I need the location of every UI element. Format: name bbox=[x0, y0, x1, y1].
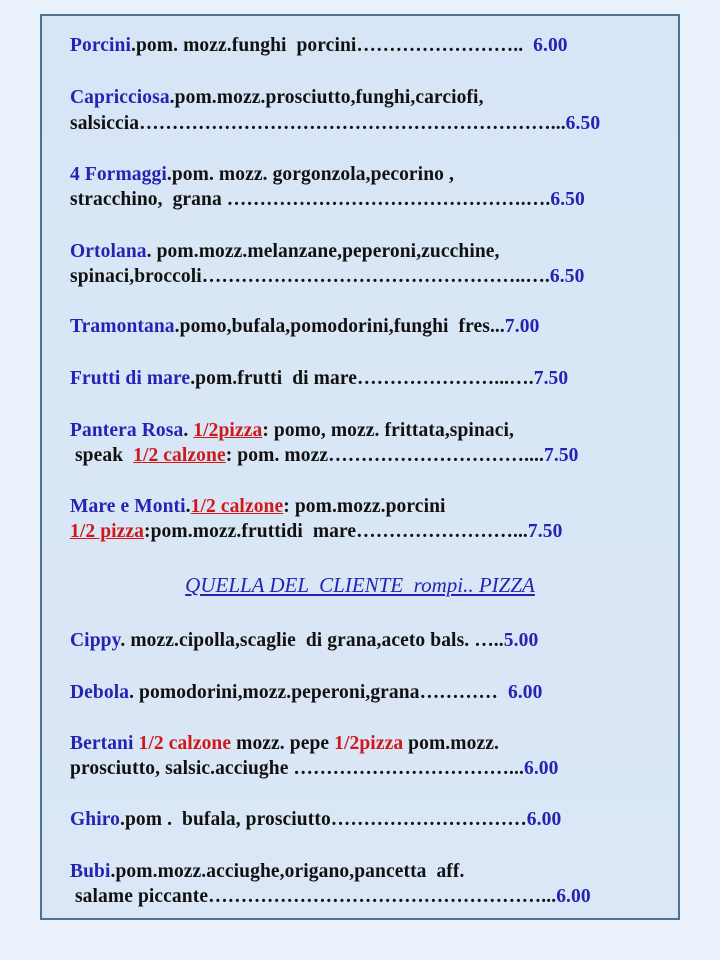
menu-text: .pom.mozz.prosciutto,funghi,carciofi, bbox=[169, 87, 484, 108]
item-price: 6.50 bbox=[565, 113, 601, 134]
menu-line-bertani-2 bbox=[70, 757, 559, 781]
menu-text: salsiccia………………………………………………………... bbox=[70, 113, 566, 134]
menu-line-frutti-di-mare bbox=[70, 367, 568, 391]
item-name: Cippy bbox=[70, 630, 121, 651]
item-price: 6.00 bbox=[523, 758, 559, 779]
item-price: 6.00 bbox=[526, 809, 562, 830]
portion-label: 1/2 calzone bbox=[138, 733, 232, 754]
item-name: Capricciosa bbox=[70, 87, 170, 108]
item-price: 7.50 bbox=[527, 521, 563, 542]
menu-text: .pom. mozz. gorgonzola,pecorino , bbox=[166, 164, 454, 185]
menu-text: . bbox=[183, 420, 194, 441]
menu-text: . pomodorini,mozz.peperoni,grana………… bbox=[129, 682, 508, 703]
item-price: 6.00 bbox=[507, 682, 543, 703]
menu-line-pantera-rosa-2 bbox=[70, 444, 579, 468]
item-name: Mare e Monti bbox=[70, 496, 186, 517]
menu-text: prosciutto, salsic.acciughe ……………………………... bbox=[70, 758, 524, 779]
item-name: Bubi bbox=[70, 861, 111, 882]
menu-line-4-formaggi-1 bbox=[70, 163, 454, 187]
menu-text: : pom.mozz.porcini bbox=[283, 496, 446, 517]
item-price: 7.50 bbox=[544, 445, 579, 466]
item-name: Pantera Rosa bbox=[70, 420, 184, 441]
portion-label: 1/2 pizza bbox=[70, 521, 145, 542]
item-price: 6.00 bbox=[556, 886, 591, 907]
menu-text: : pomo, mozz. frittata,spinaci, bbox=[262, 420, 514, 441]
menu-line-bubi-1 bbox=[70, 860, 464, 884]
menu-line-4-formaggi-2 bbox=[70, 188, 585, 212]
item-price: 7.50 bbox=[533, 368, 569, 389]
item-name: Ghiro bbox=[70, 809, 120, 830]
menu-line-ghiro bbox=[70, 808, 561, 832]
item-name: Porcini bbox=[70, 35, 131, 56]
menu-text: : pom. mozz………………………….... bbox=[225, 445, 544, 466]
menu-line-capricciosa-1 bbox=[70, 86, 484, 110]
item-name: Ortolana bbox=[70, 241, 147, 262]
menu-line-pantera-rosa-1 bbox=[70, 419, 514, 443]
item-price: 5.00 bbox=[503, 630, 539, 651]
menu-text: spinaci,broccoli…………………………………………..…. bbox=[70, 266, 550, 287]
menu-text: .pom. mozz.funghi porcini…………………….. bbox=[131, 35, 534, 56]
menu-line-mare-e-monti-2 bbox=[70, 520, 562, 544]
menu-text: .pomo,bufala,pomodorini,funghi fres... bbox=[174, 316, 505, 337]
menu-text: salame piccante……………………………………………... bbox=[70, 886, 557, 907]
portion-label: 1/2 calzone bbox=[190, 496, 284, 517]
menu-line-bubi-2 bbox=[70, 885, 591, 909]
section-heading: QUELLA DEL CLIENTE rompi.. PIZZA bbox=[185, 573, 535, 597]
item-name: 4 Formaggi bbox=[70, 164, 167, 185]
menu-text: .pom.frutti di mare…………………...…. bbox=[190, 368, 534, 389]
menu-line-bertani-1 bbox=[70, 732, 499, 756]
menu-text: . pom.mozz.melanzane,peperoni,zucchine, bbox=[146, 241, 500, 262]
menu-line-capricciosa-2 bbox=[70, 112, 600, 136]
item-price: 6.50 bbox=[550, 189, 585, 210]
menu-text: .pom.mozz.acciughe,origano,pancetta aff. bbox=[110, 861, 465, 882]
item-price: 6.50 bbox=[549, 266, 585, 287]
item-name: Bertani bbox=[70, 733, 139, 754]
menu-line-mare-e-monti-1 bbox=[70, 495, 446, 519]
menu-line-cippy bbox=[70, 629, 538, 653]
portion-label: 1/2 calzone bbox=[133, 445, 226, 466]
portion-label: 1/2pizza bbox=[193, 420, 263, 441]
menu-line-porcini bbox=[70, 34, 568, 58]
menu-line-tramontana bbox=[70, 315, 539, 339]
menu-text: . mozz.cipolla,scaglie di grana,aceto bals. ….. bbox=[120, 630, 504, 651]
menu-text: :pom.mozz.fruttidi mare……………………... bbox=[144, 521, 528, 542]
portion-label: 1/2pizza bbox=[334, 733, 404, 754]
menu-line-ortolana-1 bbox=[70, 240, 500, 264]
item-name: Frutti di mare bbox=[70, 368, 191, 389]
menu-text: . bbox=[185, 496, 191, 517]
menu-text: stracchino, grana ……………………………………….…. bbox=[70, 189, 551, 210]
item-name: Tramontana bbox=[70, 316, 175, 337]
menu-text: .pom . bufala, prosciutto………………………… bbox=[119, 809, 527, 830]
menu-text: pom.mozz. bbox=[403, 733, 499, 754]
menu-text: speak bbox=[70, 445, 134, 466]
item-price: 6.00 bbox=[533, 35, 568, 56]
menu-line-ortolana-2 bbox=[70, 265, 584, 289]
item-name: Debola bbox=[70, 682, 130, 703]
item-price: 7.00 bbox=[504, 316, 540, 337]
menu-line-debola bbox=[70, 681, 542, 705]
menu-text: mozz. pepe bbox=[231, 733, 335, 754]
